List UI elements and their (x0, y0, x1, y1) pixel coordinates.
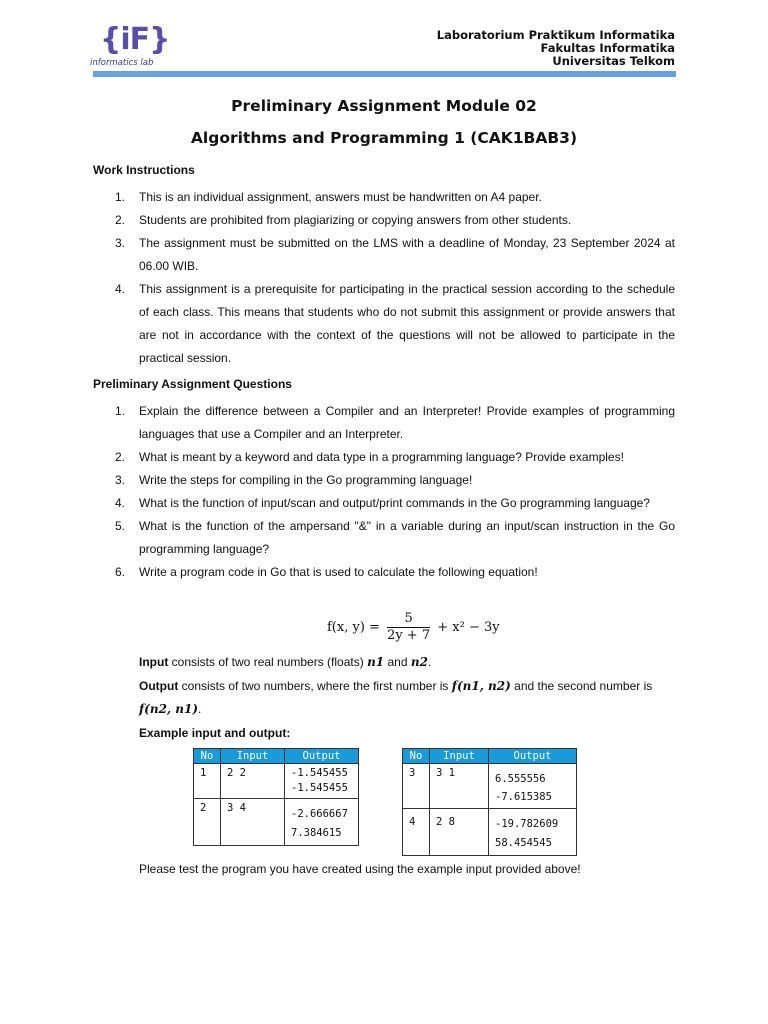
list-item: 3. The assignment must be submitted on the LMS with a deadline of Monday, 23 September 2024 at 06.00 WIB. (115, 236, 675, 273)
work-instructions-heading: Work Instructions (93, 163, 195, 177)
list-item: 1. Explain the difference between a Compiler and an Interpreter! Provide examples of programming languages that use a Compiler and an Interpreter. (115, 404, 675, 441)
list-item: 1. This is an individual assignment, answers must be handwritten on A4 paper. (115, 190, 542, 204)
list-item: 3. Write the steps for compiling in the Go programming language! (115, 473, 473, 487)
var-n1: n1 (367, 655, 385, 669)
col-input: Input (430, 749, 489, 764)
header-line-lab: Laboratorium Praktikum Informatika (436, 28, 675, 42)
example-table-left (193, 748, 359, 846)
course-title: Algorithms and Programming 1 (CAK1BAB3) (190, 129, 578, 147)
header-divider (93, 71, 676, 77)
output-description: Output consists of two numbers, where the first number is f(n1, n2) and the second number is f(n2, n1). (139, 679, 653, 716)
closing-instruction: Please test the program you have created using the example input provided above! (139, 862, 581, 876)
equation-denominator: 2y + 7 (387, 628, 431, 643)
input-description: Input consists of two real numbers (floats) n1 and n2. (139, 655, 432, 669)
list-item: 4. What is the function of input/scan and output/print commands in the Go programming language? (115, 496, 650, 510)
list-item: 6. Write a program code in Go that is used to calculate the following equation! (115, 565, 538, 579)
equation (327, 611, 500, 644)
table-row: 1 2 2 -1.545455 -1.545455 (194, 764, 359, 799)
expr-f-n2-n1: f(n2, n1) (139, 702, 199, 716)
output-label: Output (139, 679, 179, 693)
table-row: 4 2 8 -19.782609 58.454545 (403, 809, 577, 856)
logo-mark: {iF} (100, 22, 170, 57)
questions-heading: Preliminary Assignment Questions (93, 377, 292, 391)
equation-rest: + x² − 3y (437, 620, 500, 635)
table-row: 2 3 4 -2.666667 7.384615 (194, 799, 359, 846)
col-output: Output (285, 749, 359, 764)
list-item: 2. Students are prohibited from plagiarizing or copying answers from other students. (115, 213, 572, 227)
col-no: No (403, 749, 430, 764)
col-output: Output (489, 749, 577, 764)
expr-f-n1-n2: f(n1, n2) (451, 679, 511, 693)
equation-fraction (387, 611, 430, 644)
col-input: Input (221, 749, 285, 764)
header-line-faculty: Fakultas Informatika (540, 41, 675, 55)
equation-lhs: f(x, y) = (327, 620, 380, 635)
logo-text: informatics lab (90, 58, 154, 68)
work-instructions-list (93, 186, 675, 370)
example-heading: Example input and output: (139, 726, 291, 740)
document-title: Preliminary Assignment Module 02 (231, 97, 537, 115)
list-item: 5. What is the function of the ampersand "&" in a variable during an input/scan instruction in the Go programming language? (115, 519, 675, 556)
example-table-right (402, 748, 577, 856)
institution-header (437, 29, 675, 68)
questions-list (93, 400, 675, 584)
table-row: 3 3 1 6.555556 -7.615385 (403, 764, 577, 809)
col-no: No (194, 749, 221, 764)
input-label: Input (139, 655, 169, 669)
header-line-university: Universitas Telkom (552, 54, 675, 68)
list-item: 2. What is meant by a keyword and data type in a programming language? Provide examples! (115, 450, 624, 464)
list-item: 4. This assignment is a prerequisite for participating in the practical session according to the schedule of each class. This means that students who do not submit this assignment or provide answers that are not in accordance with the context of the questions will not be allowed to participate in the practical session. (115, 282, 675, 365)
equation-numerator: 5 (404, 611, 413, 626)
informatics-lab-logo (90, 22, 172, 70)
var-n2: n2 (410, 655, 428, 669)
